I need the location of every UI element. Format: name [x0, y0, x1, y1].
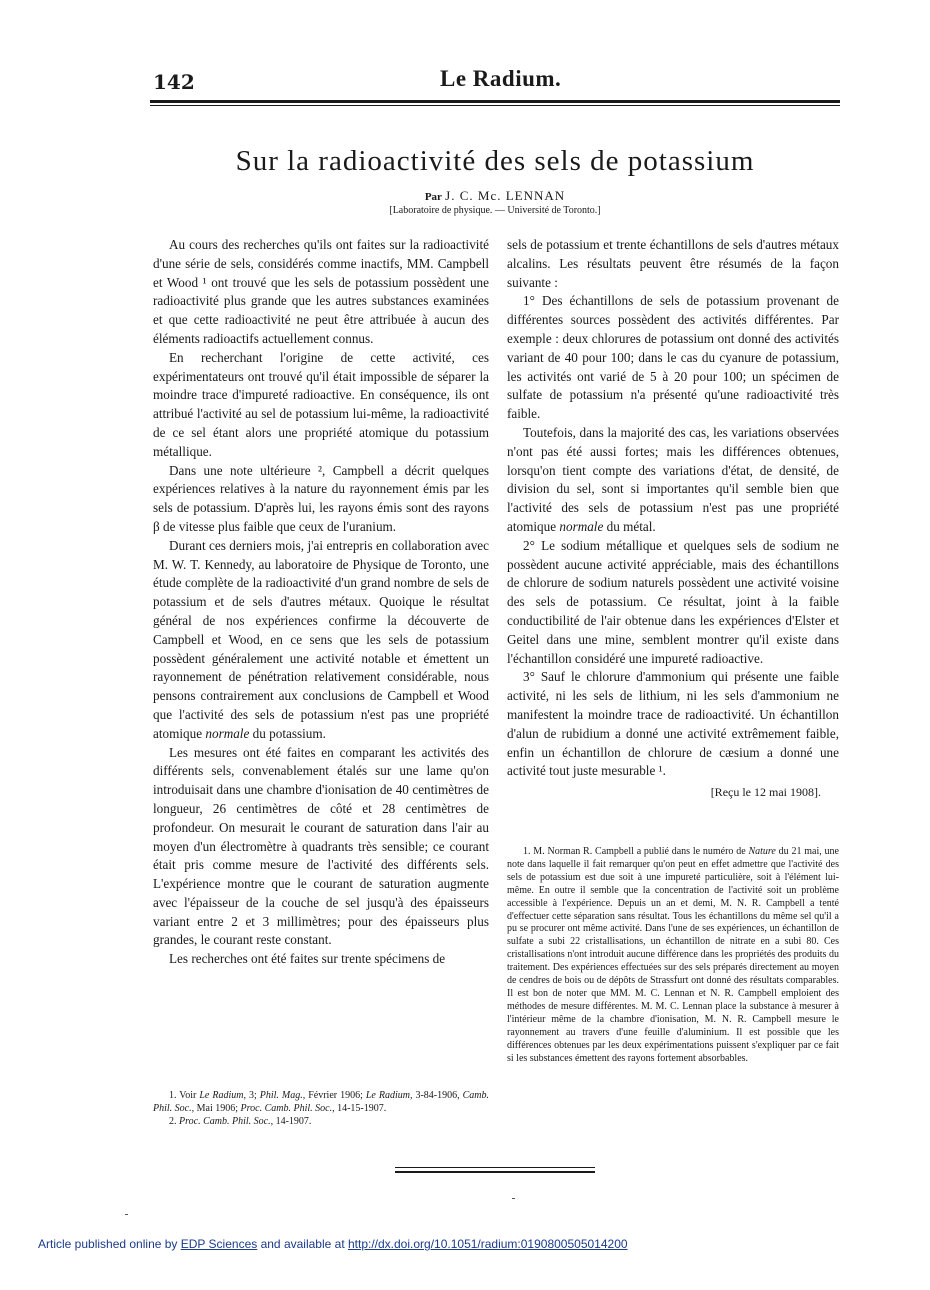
journal-name: Proc. Camb. Phil. Soc., — [240, 1103, 335, 1114]
emphasis-text: normale — [559, 518, 604, 534]
page-number: 142 — [153, 70, 195, 94]
affiliation: [Laboratoire de physique. — Université de Toronto.] — [389, 205, 601, 216]
footer-text: and available at — [257, 1237, 348, 1251]
journal-name: Proc. Camb. Phil. Soc., — [179, 1116, 274, 1127]
journal-title: Le Radium. — [440, 66, 562, 91]
footnotes-left — [153, 1089, 489, 1128]
footnote-text: du 21 mai, une note dans laquelle il fait remarquer qu'on peut en effet admettre que l'activité des sels de potassium est due soit à une impureté particulière, soit à l'élément lui-même. En outre il semble que la concentration de l'activité soit un problème accessible à l'expérience. Depuis un an et demi, M. N. R. Campbell a tenté d'effectuer cette séparation sans résultat. Tous les échantillons du même sel qu'il a pu se procurer ont même activité. Dans l'une de ses expériences, un échantillon de sulfate a subi 22 cristallisations, un échantillon de nitrate en a subi 80. Ces cristallisations n'ont introduit aucune différence dans les propriétés des produits du traitement. Des expériences effectuées sur des sels préparés directement au moyen de cendres de bois ou de dépôts de Strassfurt ont donné des résultats comparables. Il est bon de noter que MM. M. C. Lennan et N. R. Campbell emploient des méthodes de mesure différentes. M. M. C. Lennan place la substance à mesurer à l'intérieur même de la chambre d'ionisation, M. N. R. Campbell mesure le rayonnement au travers d'une feuille d'aluminium. Il est possible que les différences obtenues par les deux expérimentations puissent s'expliquer par ce fait si les substances émettent des rayons fortement absorbables. — [507, 846, 839, 1064]
left-column — [153, 236, 489, 969]
paragraph: 1° Des échantillons de sels de potassium provenant de différentes sources possèdent des activités différentes. Par exemple : deux chlorures de potassium ont donné des activités variant de 40 pour 100; dans le cas du cyanure de potassium, les activités ont varié de 5 à 20 pour 100; un spécimen de sulfate de potassium n'a présenté qu'une radioactivité très faible. — [507, 293, 839, 422]
footnote-text: 1. Voir — [169, 1090, 200, 1101]
footnote-text: 3-84-1906, — [412, 1090, 463, 1101]
ornament-line — [395, 1167, 595, 1168]
paragraph-text: du potassium. — [249, 725, 326, 741]
paragraph: 3° Sauf le chlorure d'ammonium qui présente une faible activité, ni les sels de lithium, ni les sels d'ammonium ne manifestent la moindre trace de radioactivité. Un échantillon d'alun de rubidium a donné une activité extrêmement faible, enfin un échantillon de chlorure de cæsium a donné une activité tout juste mesurable ¹. — [507, 669, 839, 779]
footnote-text: Février 1906; — [305, 1090, 366, 1101]
end-ornament — [395, 1167, 595, 1175]
footnote-text: 2. — [169, 1116, 179, 1127]
paragraph: sels de potassium et trente échantillons de sels d'autres métaux alcalins. Les résultats peuvent être résumés de la façon suivante : — [507, 237, 839, 290]
page-header — [150, 66, 840, 98]
emphasis-text: normale — [205, 725, 250, 741]
doi-link[interactable]: http://dx.doi.org/10.1051/radium:0190800505014200 — [347, 1237, 628, 1251]
paragraph-text: Durant ces derniers mois, j'ai entrepris en collaboration avec M. W. T. Kennedy, au laboratoire de Physique de Toronto, une étude complète de la radioactivité d'un grand nombre de sels de potassium et de sels d'autres métaux. Quoique le résultat général de nos expériences confirme la découverte de Campbell et Wood, en ce sens que les sels de potassium possèdent généralement une activité notable et émettent un rayonnement de pénétration relativement considérable, nous pensons contrairement aux conclusions de Campbell et Wood que l'activité des sels de potassium n'est pas une propriété atomique — [153, 537, 489, 741]
footnote — [507, 846, 839, 1065]
ornament-line — [395, 1171, 595, 1173]
paragraph — [507, 424, 839, 537]
publication-footer — [38, 1237, 898, 1251]
footnote-text: 14-15-1907. — [334, 1103, 387, 1114]
footnote-text: 3; — [245, 1090, 260, 1101]
print-speck — [512, 1198, 515, 1199]
footnote-right — [507, 846, 839, 1065]
journal-name: Le Radium, — [199, 1090, 246, 1101]
paragraph: Les recherches ont été faites sur trente spécimens de — [169, 951, 446, 967]
paragraph-text: Toutefois, dans la majorité des cas, les variations observées n'ont pas été aussi fortes; mais les différences obtenues, lorsqu'on tient compte des variations d'état, de densité, de division du sel, sont si importantes qu'il semble bien que l'activité des sels de potassium n'est pas une propriété atomique — [507, 424, 839, 534]
paragraph: Dans une note ultérieure ², Campbell a décrit quelques expériences relatives à la nature du rayonnement émis par les sels de potassium. D'après lui, les rayons émis sont des rayons β de vitesse plus faible que ceux de l'uranium. — [153, 462, 489, 534]
footnote-2 — [153, 1115, 489, 1128]
paragraph — [153, 537, 489, 744]
right-column — [507, 236, 839, 802]
byline-prefix: Par — [424, 191, 442, 203]
author-name: J. C. Mc. LENNAN — [445, 188, 566, 203]
journal-name: Phil. Mag., — [259, 1090, 306, 1101]
paragraph: Au cours des recherches qu'ils ont faites sur la radioactivité d'une série de sels, considérés comme inactifs, MM. Campbell et Wood ¹ ont trouvé que les sels de potassium possèdent une radioactivité plus grande que les autres substances examinées et que cette radioactivité ne peut être attribuée à aucun des éléments radioactifs actuellement connus. — [153, 237, 489, 346]
journal-name: Nature — [748, 846, 776, 857]
footer-text: Article published online by — [38, 1237, 181, 1251]
article-title: Sur la radioactivité des sels de potassium — [235, 145, 755, 177]
journal-name: Le Radium, — [365, 1090, 413, 1101]
header-rule-thin — [150, 105, 840, 106]
footnote-text: 14-1907. — [273, 1116, 312, 1127]
paragraph: Les mesures ont été faites en comparant les activités des différents sels, convenablement étalés sur une lame qu'on introduisait dans une chambre d'ionisation de 40 centimètres de longueur, 26 centimètres de côté et 28 centimètres de profondeur. On mesurait le courant de saturation dans l'air au moyen d'un électromètre à quadrants très sensible; ce courant était pris comme mesure de l'activité des différents sels. L'expérience montre que le courant de saturation augmente avec l'épaisseur de la couche de sel jusqu'à des épaisseurs variant entre 2 et 3 millimètres; pour des épaisseurs plus grandes, le courant reste constant. — [153, 744, 489, 948]
paragraph: 2° Le sodium métallique et quelques sels de sodium ne possèdent aucune activité appréciable, mais des échantillons de chlorure de sodium naturels possèdent une activité voisine des sels de potassium. Ce résultat, joint à la faible conductibilité de l'air obtenue dans les expériences d'Elster et Geitel dans une mine, semblent montrer qu'il existe dans l'échantillon considéré une impureté radioactive. — [507, 537, 839, 666]
byline — [150, 188, 840, 204]
journal-name: Camb. Phil. Soc., — [153, 1090, 490, 1114]
footnote-text: Mai 1906; — [194, 1103, 241, 1114]
publisher-link[interactable]: EDP Sciences — [180, 1237, 258, 1251]
print-speck — [125, 1214, 128, 1215]
header-rule-thick — [150, 100, 840, 103]
paragraph-text: du métal. — [603, 518, 656, 534]
footnote-text: 1. M. Norman R. Campbell a publié dans le numéro de — [523, 846, 749, 857]
paragraph: En recherchant l'origine de cette activité, ces expérimentateurs ont trouvé qu'il était impossible de séparer la moindre trace d'impureté radioactive. En conséquence, ils ont attribué l'activité au sel de potassium lui-même, la radioactivité de ce sel étant alors une propriété atomique du potassium métallique. — [153, 349, 489, 459]
received-date: [Reçu le 12 mai 1908]. — [710, 785, 821, 800]
footnote-1 — [153, 1089, 489, 1115]
